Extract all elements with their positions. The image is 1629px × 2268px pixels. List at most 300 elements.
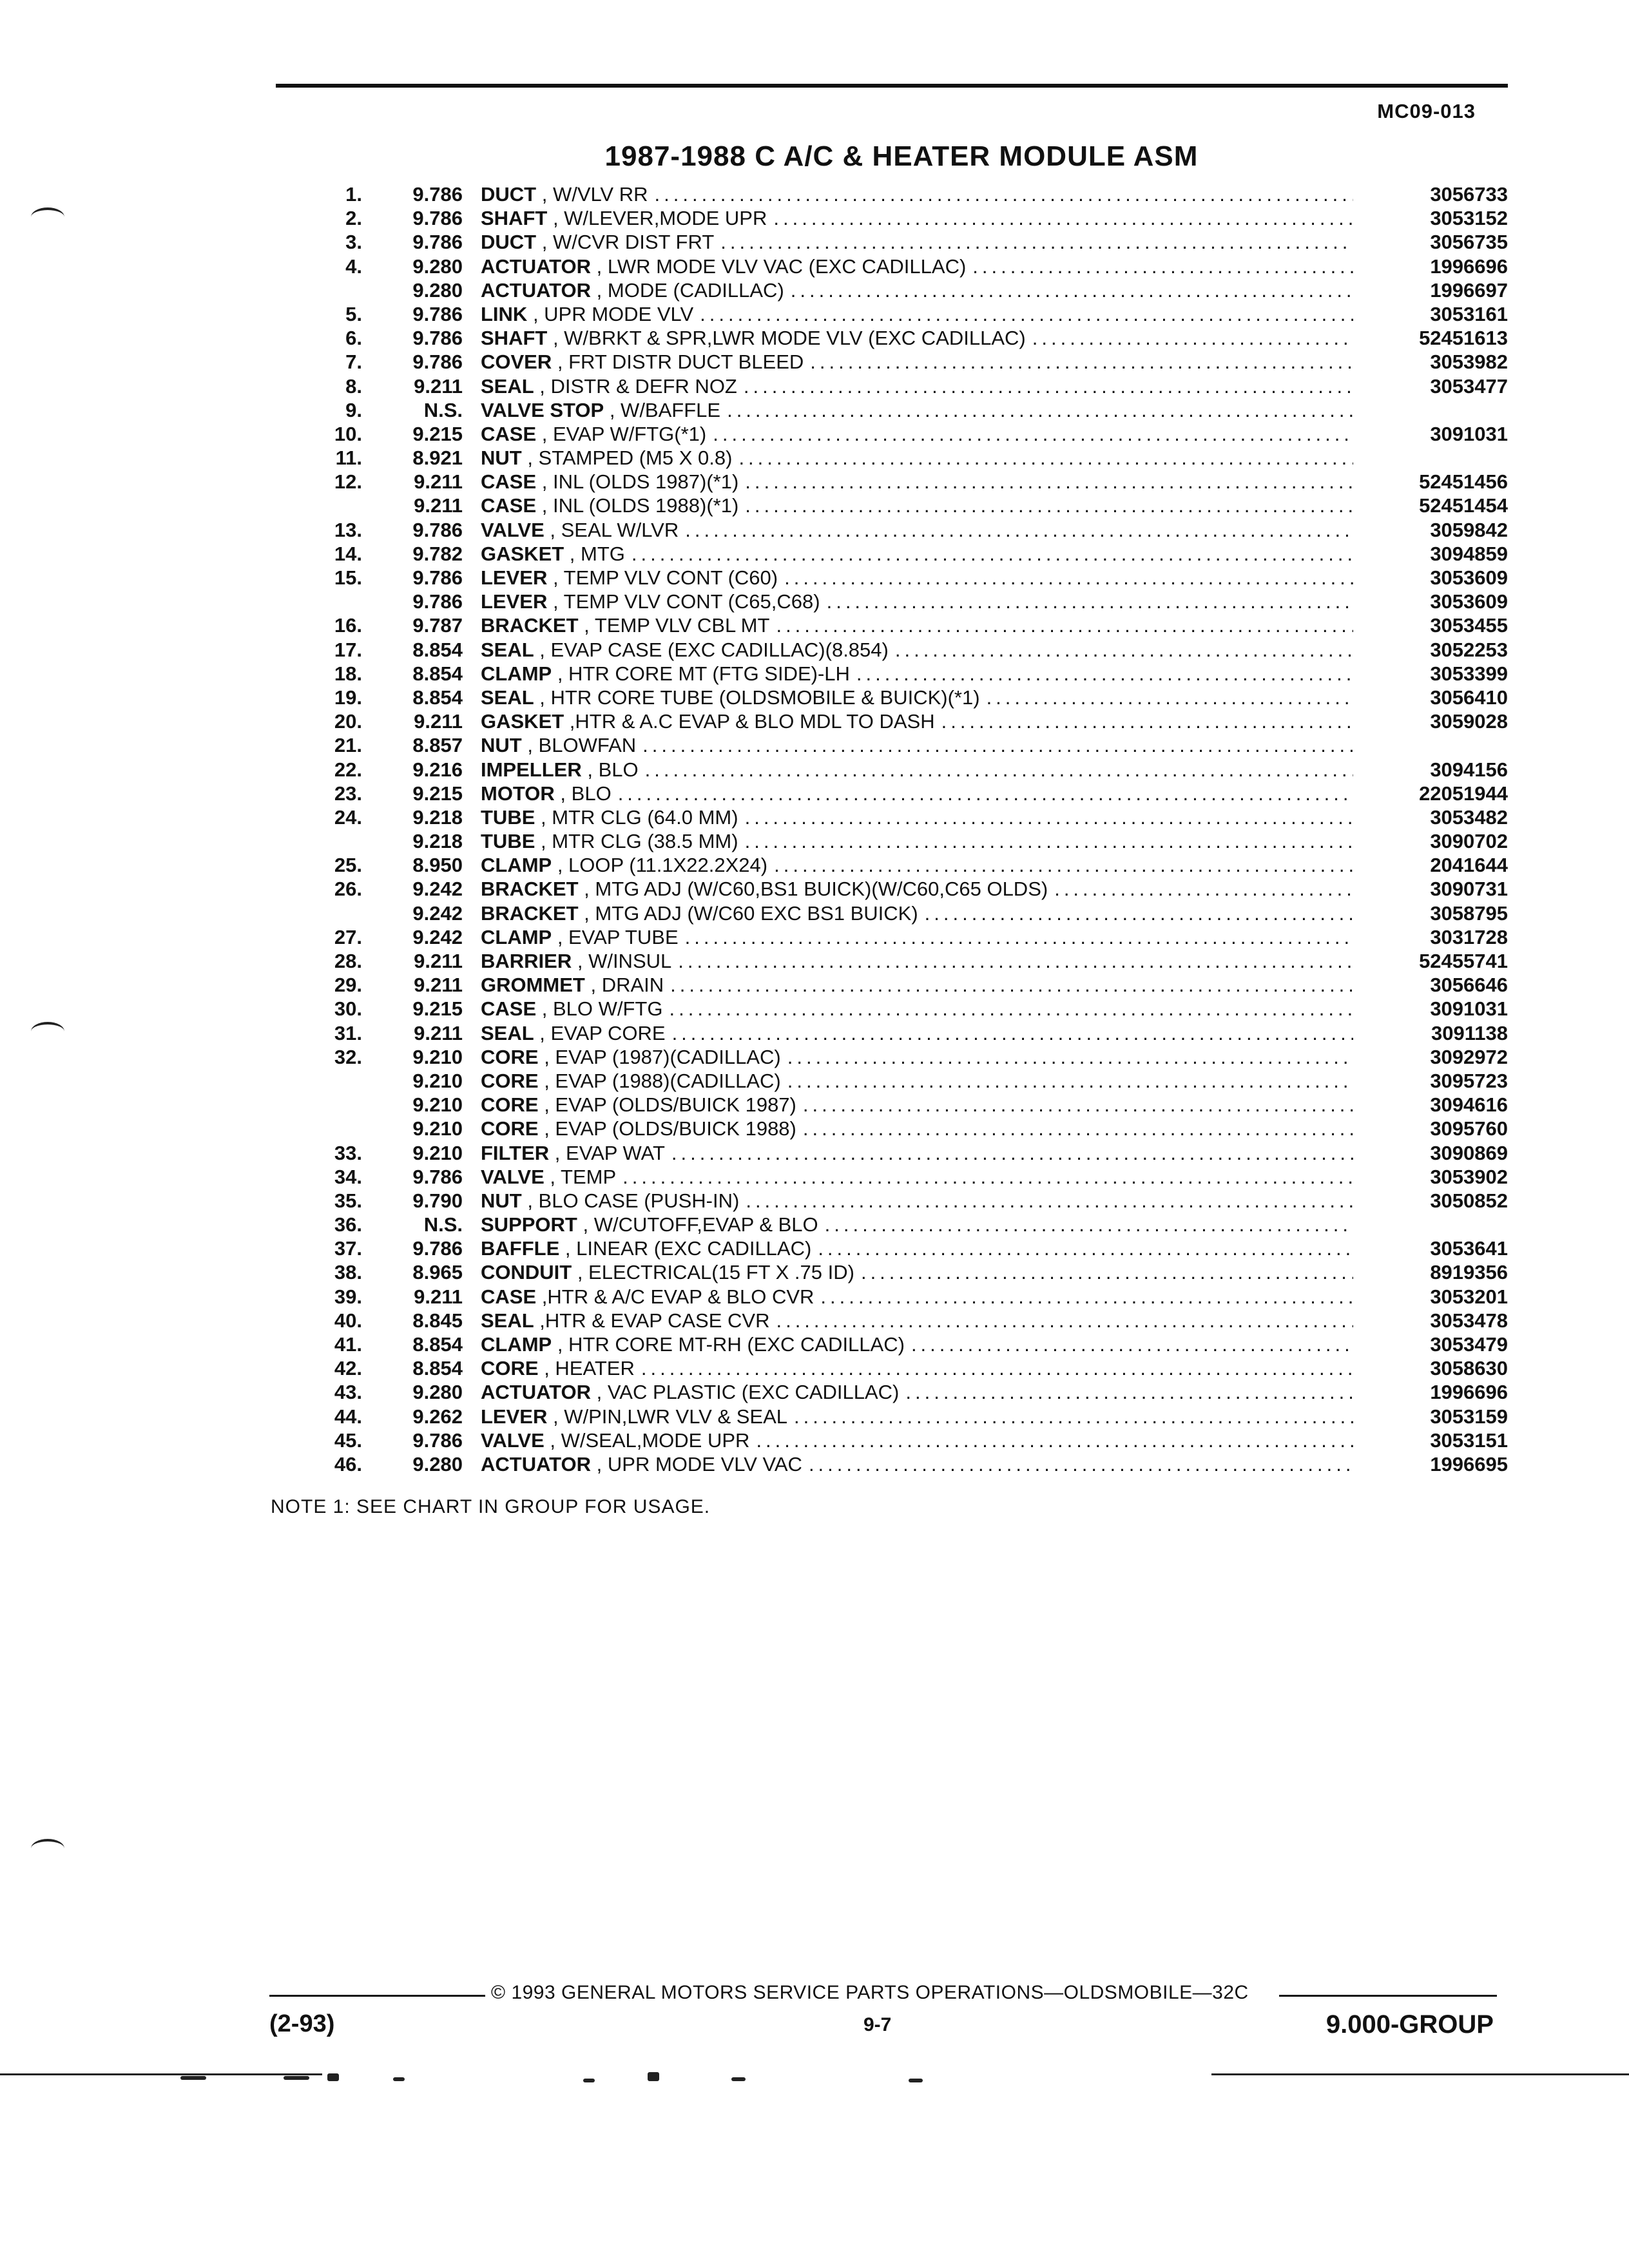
part-spec: , UPR MODE VLV	[527, 302, 694, 325]
item-number: 14.	[334, 542, 362, 565]
dot-leader	[787, 1069, 1353, 1093]
part-number: 3031728	[1430, 925, 1508, 948]
part-row	[303, 470, 1508, 494]
part-row	[303, 638, 1508, 662]
group-number: 8.854	[412, 1333, 463, 1356]
item-number: 39.	[334, 1285, 362, 1308]
part-spec: , EVAP TUBE	[552, 925, 679, 948]
group-number: 9.210	[412, 1045, 463, 1068]
item-number: 25.	[334, 854, 362, 877]
part-spec: , BLO CASE (PUSH-IN)	[521, 1189, 740, 1212]
part-spec: , W/BRKT & SPR,LWR MODE VLV (EXC CADILLAC)	[547, 327, 1026, 350]
part-number: 3056733	[1430, 183, 1508, 206]
group-number: 9.218	[412, 805, 463, 829]
part-description	[481, 446, 1353, 470]
part-description	[481, 1428, 1353, 1452]
part-row	[303, 1260, 1508, 1284]
group-number: 9.786	[412, 207, 463, 230]
part-number: 3053902	[1430, 1165, 1508, 1188]
part-name: BAFFLE	[481, 1237, 560, 1260]
part-name: LEVER	[481, 1405, 548, 1428]
group-number: 9.210	[412, 1093, 463, 1117]
part-description	[481, 901, 1353, 925]
part-spec: , LINEAR (EXC CADILLAC)	[559, 1237, 812, 1260]
part-number: 3053982	[1430, 351, 1508, 374]
part-description	[481, 1452, 1353, 1476]
item-number: 6.	[345, 327, 362, 350]
dot-leader	[645, 758, 1353, 782]
part-name: MOTOR	[481, 782, 555, 805]
part-row	[303, 686, 1508, 709]
item-number: 33.	[334, 1141, 362, 1164]
item-number: 29.	[334, 974, 362, 997]
item-number: 30.	[334, 997, 362, 1021]
part-number: 3090731	[1430, 878, 1508, 901]
part-number: 1996696	[1430, 1381, 1508, 1404]
part-row	[303, 590, 1508, 613]
part-description	[481, 206, 1353, 230]
part-row	[303, 925, 1508, 949]
part-name: NUT	[481, 1189, 522, 1212]
part-description	[481, 1236, 1353, 1260]
part-spec: , TEMP VLV CONT (C60)	[547, 566, 778, 589]
dot-leader	[776, 1309, 1353, 1332]
margin-mark	[31, 1839, 64, 1858]
part-description	[481, 925, 1353, 949]
part-description	[481, 590, 1353, 613]
part-description	[481, 973, 1353, 997]
dot-leader	[925, 901, 1353, 925]
part-number: 3053161	[1430, 302, 1508, 325]
part-description	[481, 1141, 1353, 1165]
part-description	[481, 1093, 1353, 1117]
item-number: 28.	[334, 950, 362, 972]
part-row	[303, 613, 1508, 637]
dot-leader	[776, 613, 1353, 637]
part-number: 3053478	[1430, 1309, 1508, 1332]
part-row	[303, 662, 1508, 686]
part-row	[303, 494, 1508, 517]
part-name: CORE	[481, 1117, 539, 1140]
part-name: CORE	[481, 1069, 539, 1092]
dot-leader	[820, 1285, 1353, 1309]
part-row	[303, 398, 1508, 422]
part-number: 3092972	[1430, 1045, 1508, 1068]
part-description	[481, 1213, 1353, 1236]
part-spec: , ELECTRICAL(15 FT X .75 ID)	[572, 1261, 854, 1284]
part-spec: , EVAP WAT	[549, 1141, 665, 1164]
part-row	[303, 782, 1508, 805]
part-description	[481, 613, 1353, 637]
part-spec: , LWR MODE VLV VAC (EXC CADILLAC)	[591, 255, 967, 278]
part-row	[303, 973, 1508, 997]
dot-leader	[720, 230, 1353, 254]
part-spec: , EVAP (1988)(CADILLAC)	[538, 1069, 781, 1092]
part-row	[303, 326, 1508, 350]
part-number: 3053609	[1430, 590, 1508, 613]
part-description	[481, 278, 1353, 302]
part-row	[303, 949, 1508, 973]
usage-note: NOTE 1: SEE CHART IN GROUP FOR USAGE.	[271, 1496, 711, 1517]
group-number: 9.211	[414, 374, 463, 398]
part-description	[481, 1380, 1353, 1404]
part-description	[481, 470, 1353, 494]
part-description	[481, 542, 1353, 566]
part-row	[303, 1309, 1508, 1332]
item-number: 23.	[334, 782, 362, 805]
part-description	[481, 1189, 1353, 1213]
part-spec: , W/CVR DIST FRT	[536, 231, 715, 254]
part-row	[303, 1021, 1508, 1045]
part-spec: , VAC PLASTIC (EXC CADILLAC)	[591, 1381, 900, 1404]
part-spec: , EVAP W/FTG(*1)	[536, 422, 707, 445]
part-row	[303, 182, 1508, 206]
part-spec: ,HTR & EVAP CASE CVR	[534, 1309, 770, 1332]
dot-leader	[787, 1045, 1353, 1069]
item-number: 13.	[334, 518, 362, 541]
part-row	[303, 1069, 1508, 1093]
part-spec: , FRT DISTR DUCT BLEED	[552, 351, 804, 374]
part-row	[303, 1356, 1508, 1380]
scan-dash	[284, 2076, 309, 2080]
part-description	[481, 1021, 1353, 1045]
part-name: TUBE	[481, 830, 535, 853]
part-name: BRACKET	[481, 901, 579, 925]
group-number: 9.786	[412, 302, 463, 325]
part-description	[481, 1332, 1353, 1356]
group-number: 9.786	[412, 590, 463, 613]
part-number: 3053641	[1430, 1237, 1508, 1260]
part-description	[481, 1069, 1353, 1093]
part-spec: , UPR MODE VLV VAC	[591, 1452, 802, 1475]
part-row	[303, 1405, 1508, 1428]
item-number: 15.	[334, 566, 362, 589]
group-number: 9.211	[414, 974, 463, 997]
part-name: CLAMP	[481, 854, 552, 877]
dot-leader	[809, 1452, 1353, 1476]
part-spec: , W/SEAL,MODE UPR	[544, 1428, 750, 1452]
item-number: 2.	[345, 207, 362, 230]
part-row	[303, 518, 1508, 542]
part-name: SHAFT	[481, 207, 548, 230]
part-name: GASKET	[481, 710, 564, 733]
item-number: 3.	[345, 231, 362, 254]
part-spec: ,HTR & A/C EVAP & BLO CVR	[536, 1285, 815, 1308]
group-number: 9.786	[412, 327, 463, 350]
part-number: 2041644	[1430, 854, 1508, 877]
group-number: 9.786	[412, 1165, 463, 1188]
item-number: 11.	[335, 447, 362, 470]
item-number: 7.	[345, 351, 362, 374]
dot-leader	[818, 1236, 1353, 1260]
part-row	[303, 542, 1508, 566]
group-number: 9.786	[412, 231, 463, 254]
part-number: 1996697	[1430, 278, 1508, 302]
group-number: 9.218	[412, 830, 463, 853]
part-number: 3053201	[1430, 1285, 1508, 1308]
part-description	[481, 1117, 1353, 1140]
dot-leader	[756, 1428, 1353, 1452]
dot-leader	[672, 1021, 1353, 1045]
part-name: BRACKET	[481, 878, 579, 901]
item-number: 26.	[334, 878, 362, 901]
part-number: 3090702	[1430, 830, 1508, 853]
dot-leader	[678, 949, 1353, 973]
group-number: 9.786	[412, 351, 463, 374]
part-name: BRACKET	[481, 614, 579, 637]
part-number: 3095760	[1430, 1117, 1508, 1140]
part-number: 1996696	[1430, 255, 1508, 278]
part-spec: , MTG	[564, 542, 625, 565]
dot-leader	[641, 1356, 1353, 1380]
part-description	[481, 877, 1353, 901]
part-name: VALVE STOP	[481, 398, 604, 421]
page-number: 9-7	[863, 2014, 892, 2035]
dot-leader	[773, 206, 1353, 230]
part-description	[481, 638, 1353, 662]
part-name: NUT	[481, 447, 522, 470]
part-row	[303, 997, 1508, 1021]
copyright-line: © 1993 GENERAL MOTORS SERVICE PARTS OPERATIONS—OLDSMOBILE—32C	[491, 1982, 1249, 2003]
part-spec: , DRAIN	[584, 974, 664, 997]
part-row	[303, 1380, 1508, 1404]
part-number: 3053482	[1430, 805, 1508, 829]
footer-rule-right	[1279, 1995, 1497, 1997]
part-spec: , BLO W/FTG	[536, 997, 663, 1021]
part-row	[303, 1165, 1508, 1189]
part-spec: , W/LEVER,MODE UPR	[547, 207, 767, 230]
group-number: 9.215	[412, 997, 463, 1021]
part-number: 3053609	[1430, 566, 1508, 589]
part-number: 3058630	[1430, 1357, 1508, 1380]
dot-leader	[745, 829, 1353, 853]
part-spec: , SEAL W/LVR	[544, 518, 679, 541]
part-name: CORE	[481, 1045, 539, 1068]
part-name: CLAMP	[481, 1333, 552, 1356]
dot-leader	[685, 925, 1353, 949]
part-name: SEAL	[481, 686, 534, 709]
item-number: 43.	[334, 1381, 362, 1404]
group-number: 8.965	[412, 1261, 463, 1284]
part-number: 52451456	[1419, 470, 1508, 494]
part-name: SEAL	[481, 638, 534, 661]
dot-leader	[671, 1141, 1353, 1165]
group-number: 9.786	[412, 518, 463, 541]
part-name: SEAL	[481, 1309, 534, 1332]
item-number: 19.	[334, 686, 362, 709]
dot-leader	[810, 350, 1353, 374]
dot-leader	[803, 1117, 1353, 1140]
dot-leader	[803, 1093, 1353, 1117]
part-number: 3056735	[1430, 231, 1508, 254]
part-row	[303, 1452, 1508, 1476]
part-row	[303, 733, 1508, 757]
margin-mark	[31, 207, 64, 227]
part-description	[481, 782, 1353, 805]
part-number: 3056646	[1430, 974, 1508, 997]
part-description	[481, 709, 1353, 733]
part-name: LEVER	[481, 590, 548, 613]
part-row	[303, 206, 1508, 230]
item-number: 27.	[334, 925, 362, 948]
dot-leader	[825, 1213, 1353, 1236]
part-row	[303, 1213, 1508, 1236]
dot-leader	[745, 494, 1353, 517]
part-number: 3095723	[1430, 1069, 1508, 1092]
item-number: 32.	[334, 1045, 362, 1068]
part-description	[481, 182, 1353, 206]
part-description	[481, 1309, 1353, 1332]
part-spec: , EVAP CASE (EXC CADILLAC)(8.854)	[534, 638, 889, 661]
part-spec: , HTR CORE TUBE (OLDSMOBILE & BUICK)(*1)	[534, 686, 980, 709]
group-number: 8.845	[412, 1309, 463, 1332]
item-number: 37.	[334, 1237, 362, 1260]
group-number: 8.854	[412, 686, 463, 709]
part-number: 3091138	[1431, 1021, 1508, 1044]
dot-leader	[1054, 877, 1353, 901]
group-number: 8.854	[412, 662, 463, 685]
part-description	[481, 494, 1353, 517]
item-number: 45.	[334, 1428, 362, 1452]
item-number: 12.	[334, 470, 362, 494]
dot-leader	[794, 1405, 1353, 1428]
item-number: 10.	[334, 422, 362, 445]
dot-leader	[727, 398, 1353, 422]
part-description	[481, 733, 1353, 757]
part-row	[303, 350, 1508, 374]
part-name: VALVE	[481, 518, 545, 541]
part-row	[303, 422, 1508, 446]
part-number: 52455741	[1419, 950, 1508, 972]
part-name: CASE	[481, 997, 537, 1021]
part-description	[481, 853, 1353, 877]
item-number: 42.	[334, 1357, 362, 1380]
part-number: 3059028	[1430, 710, 1508, 733]
group-number: 9.262	[412, 1405, 463, 1428]
part-spec: ,HTR & A.C EVAP & BLO MDL TO DASH	[564, 710, 935, 733]
part-spec: , W/INSUL	[572, 950, 672, 972]
part-description	[481, 829, 1353, 853]
part-row	[303, 1141, 1508, 1165]
part-description	[481, 1405, 1353, 1428]
part-description	[481, 1260, 1353, 1284]
part-name: ACTUATOR	[481, 278, 592, 302]
group-number: 9.211	[414, 470, 463, 494]
part-name: SEAL	[481, 1021, 534, 1044]
part-name: NUT	[481, 734, 522, 757]
part-name: GASKET	[481, 542, 564, 565]
part-description	[481, 302, 1353, 326]
part-row	[303, 1428, 1508, 1452]
group-reference: 9.000-GROUP	[1325, 2010, 1494, 2039]
part-number: 3053399	[1430, 662, 1508, 685]
part-name: LINK	[481, 302, 528, 325]
scan-dash	[180, 2076, 206, 2080]
part-number: 3053159	[1430, 1405, 1508, 1428]
item-number: 24.	[334, 805, 362, 829]
part-name: CORE	[481, 1093, 539, 1117]
part-name: VALVE	[481, 1428, 545, 1452]
group-number: 9.790	[412, 1189, 463, 1212]
part-description	[481, 1356, 1353, 1380]
part-spec: , LOOP (11.1X22.2X24)	[552, 854, 768, 877]
group-number: 9.242	[412, 901, 463, 925]
part-row	[303, 1117, 1508, 1140]
dot-leader	[972, 255, 1353, 278]
group-number: 9.786	[412, 566, 463, 589]
dot-leader	[987, 686, 1353, 709]
part-spec: , TEMP VLV CBL MT	[578, 614, 770, 637]
part-row	[303, 853, 1508, 877]
group-number: 8.854	[412, 638, 463, 661]
scan-rule-right	[1211, 2073, 1629, 2075]
scan-dash	[648, 2072, 659, 2081]
group-number: 9.211	[414, 710, 463, 733]
part-description	[481, 662, 1353, 686]
part-row	[303, 805, 1508, 829]
part-spec: , HTR CORE MT (FTG SIDE)-LH	[552, 662, 850, 685]
item-number: 38.	[334, 1261, 362, 1284]
dot-leader	[642, 733, 1353, 757]
part-spec: , INL (OLDS 1988)(*1)	[536, 494, 739, 517]
item-number: 9.	[345, 398, 362, 421]
group-number: 9.210	[412, 1141, 463, 1164]
scan-dash	[909, 2079, 923, 2082]
group-number: 9.242	[412, 925, 463, 948]
part-name: TUBE	[481, 805, 535, 829]
part-spec: , W/PIN,LWR VLV & SEAL	[547, 1405, 788, 1428]
dot-leader	[774, 853, 1353, 877]
group-number: 9.210	[412, 1117, 463, 1140]
part-name: LEVER	[481, 566, 548, 589]
item-number: 4.	[345, 255, 362, 278]
part-name: CASE	[481, 1285, 537, 1308]
group-number: 9.211	[414, 494, 463, 517]
part-name: VALVE	[481, 1165, 545, 1188]
part-name: GROMMET	[481, 974, 585, 997]
item-number: 46.	[334, 1452, 362, 1475]
part-name: FILTER	[481, 1141, 550, 1164]
part-name: CASE	[481, 494, 537, 517]
part-spec: , EVAP (OLDS/BUICK 1987)	[538, 1093, 796, 1117]
dot-leader	[746, 1189, 1353, 1213]
dot-leader	[745, 805, 1353, 829]
part-number: 1996695	[1430, 1452, 1508, 1475]
part-description	[481, 230, 1353, 254]
group-number: 9.786	[412, 1237, 463, 1260]
part-name: ACTUATOR	[481, 255, 592, 278]
part-row	[303, 1236, 1508, 1260]
part-spec: , MODE (CADILLAC)	[591, 278, 784, 302]
part-number: 3094616	[1430, 1093, 1508, 1117]
part-number: 3091031	[1430, 997, 1508, 1021]
part-name: SEAL	[481, 374, 534, 398]
item-number: 1.	[345, 183, 362, 206]
dot-leader	[784, 566, 1353, 590]
part-name: DUCT	[481, 231, 537, 254]
part-spec: , STAMPED (M5 X 0.8)	[521, 447, 733, 470]
group-number: 9.280	[412, 255, 463, 278]
scan-dash	[393, 2077, 405, 2081]
item-number: 22.	[334, 758, 362, 781]
part-description	[481, 255, 1353, 278]
scan-dash	[731, 2077, 746, 2081]
dot-leader	[669, 997, 1353, 1021]
part-number: 3058795	[1430, 901, 1508, 925]
part-name: BARRIER	[481, 950, 572, 972]
group-number: 9.242	[412, 878, 463, 901]
part-number: 3050852	[1430, 1189, 1508, 1212]
